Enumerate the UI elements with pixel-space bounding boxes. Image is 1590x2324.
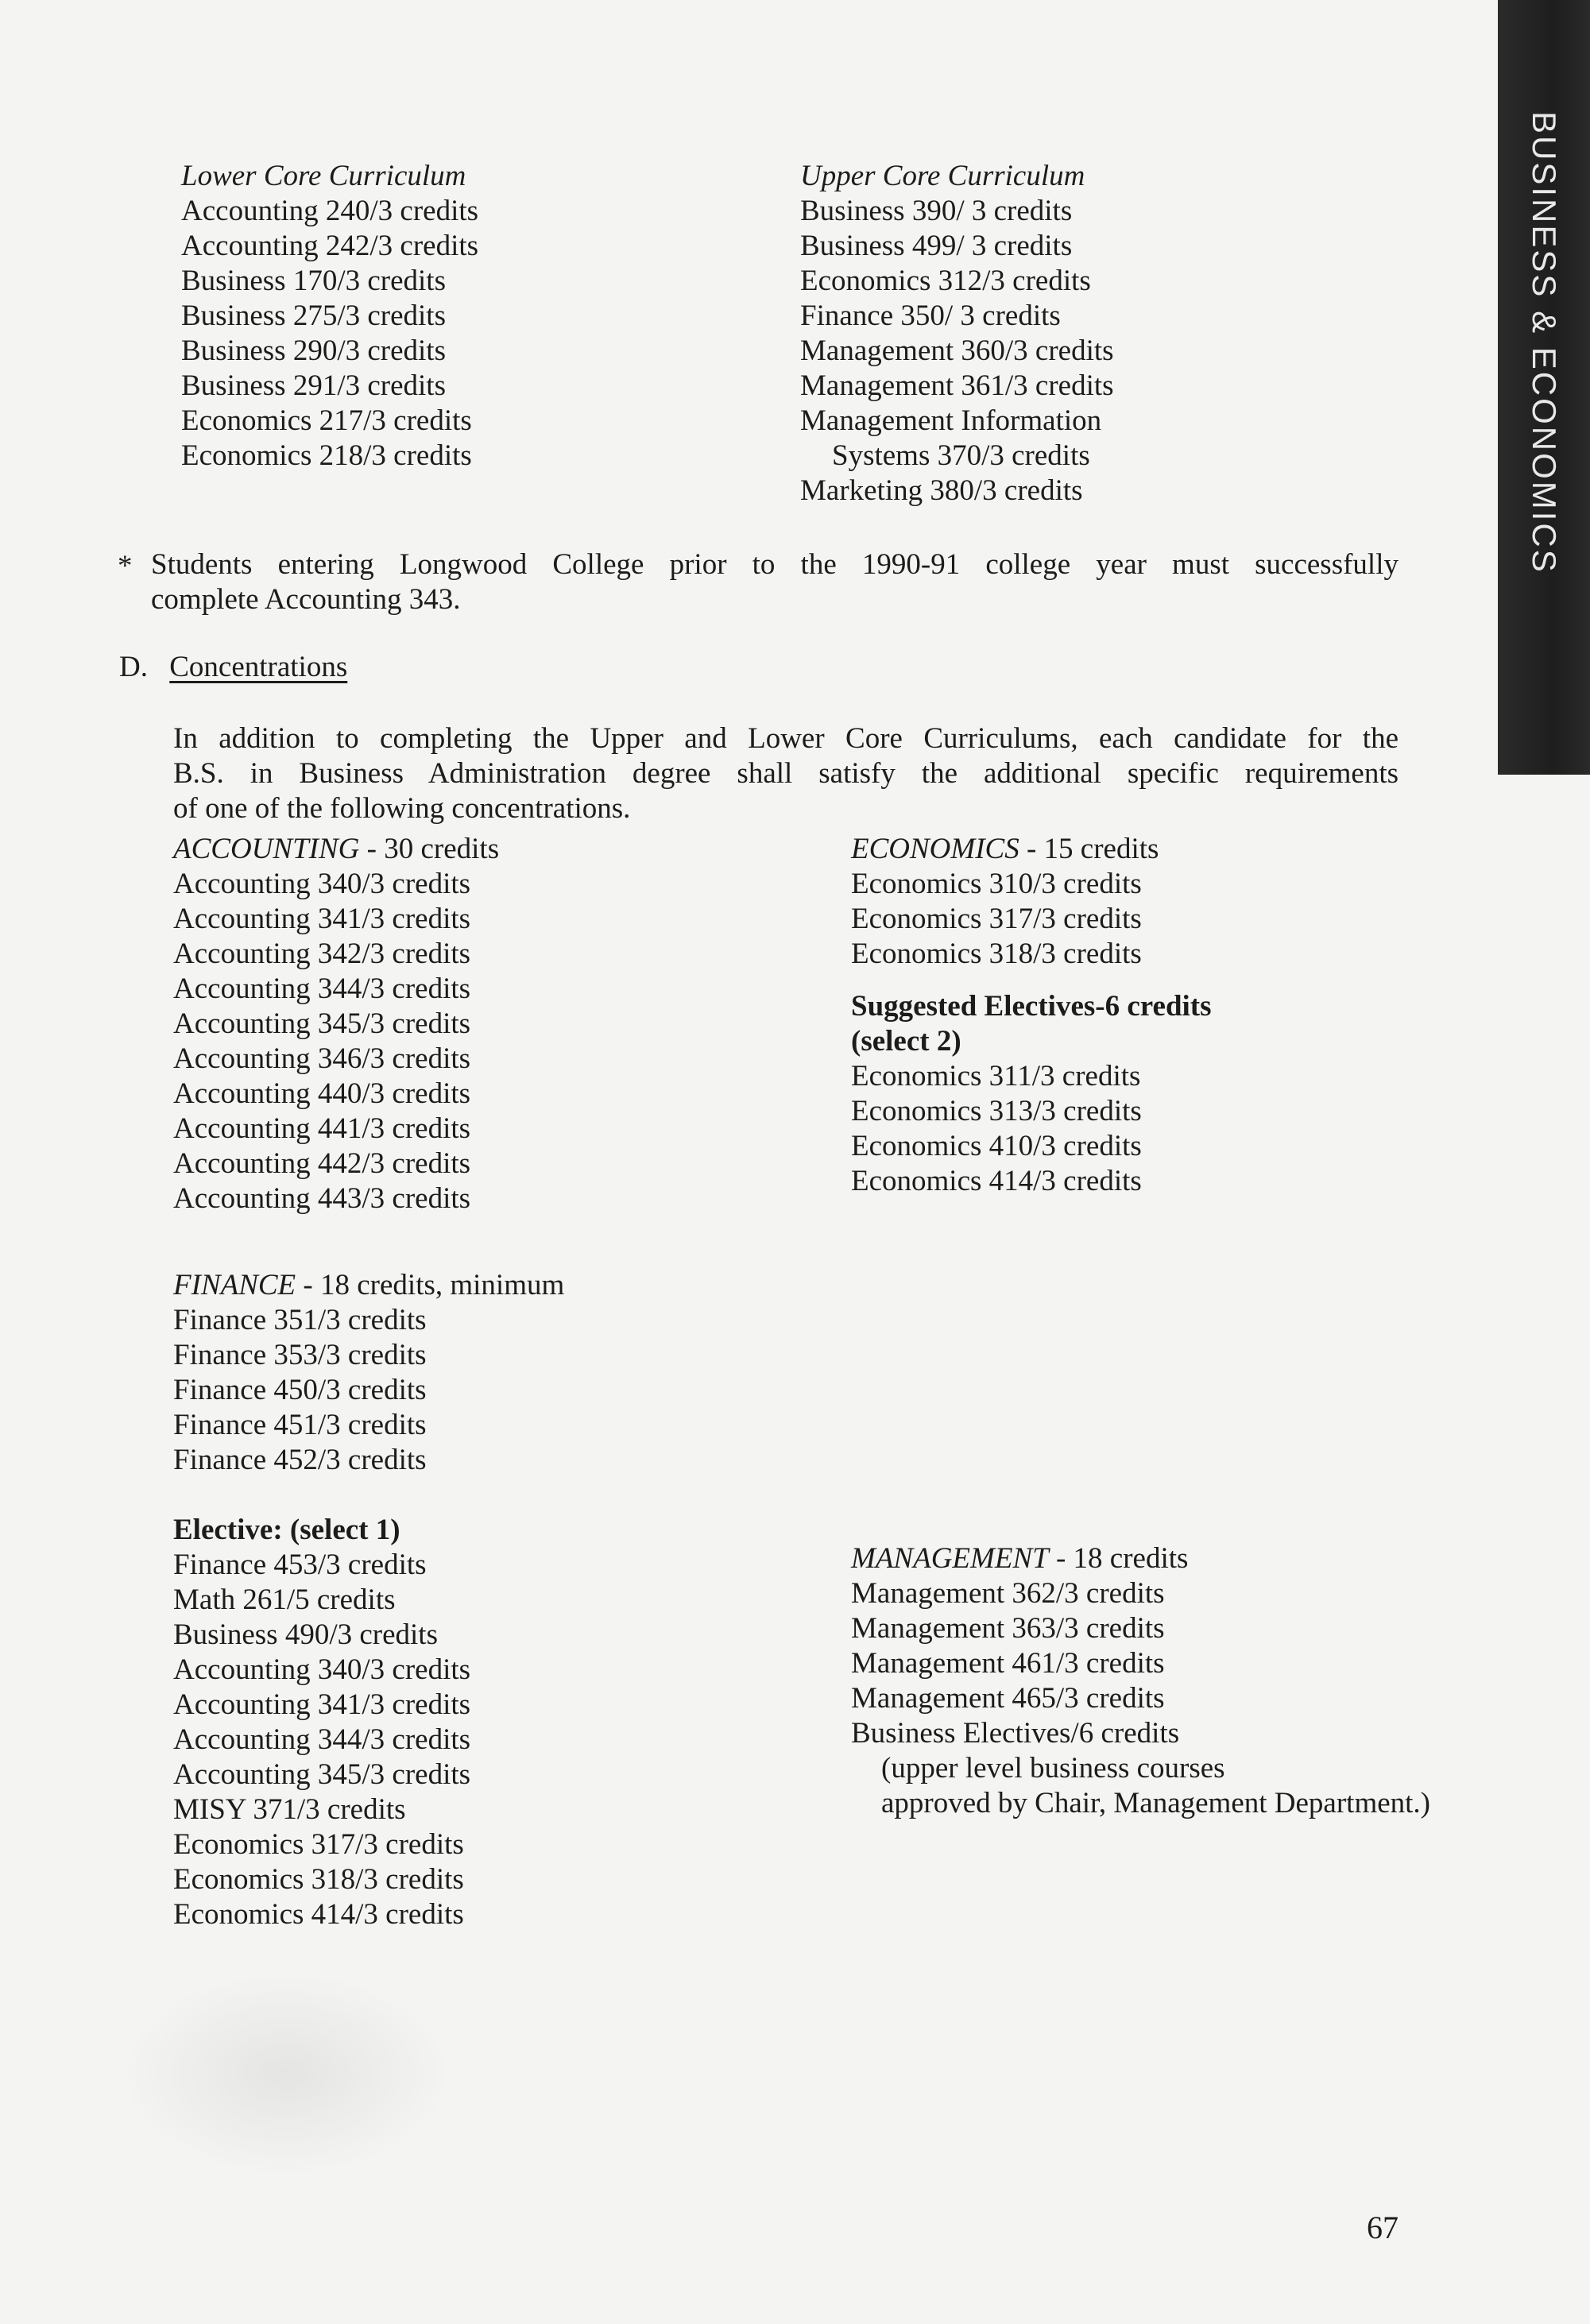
management-concentration xyxy=(851,1541,1430,1821)
list-item: Accounting 345/3 credits xyxy=(173,1758,471,1791)
concentration-heading xyxy=(173,832,499,867)
list-item: Management 360/3 credits xyxy=(800,334,1114,367)
footnote-mark: * xyxy=(118,550,133,582)
finance-electives xyxy=(173,1513,470,1932)
list-item: Accounting 440/3 credits xyxy=(173,1077,471,1110)
list-item: Economics 414/3 credits xyxy=(851,1165,1142,1197)
concentration-credits: - 30 credits xyxy=(359,833,500,865)
intro-line: B.S. in Business Administration degree shall satisfy the additional specific requirements xyxy=(173,757,1399,790)
list-item: Finance 452/3 credits xyxy=(173,1444,427,1476)
management-note: (upper level business courses xyxy=(881,1752,1225,1785)
list-item: Economics 318/3 credits xyxy=(173,1863,464,1896)
concentration-heading xyxy=(851,1541,1430,1576)
scan-smudge xyxy=(119,1970,453,2177)
list-item: Accounting 242/3 credits xyxy=(181,230,479,262)
list-item: Business 291/3 credits xyxy=(181,369,446,402)
concentration-credits: - 18 credits, minimum xyxy=(296,1269,565,1301)
list-item: Management 465/3 credits xyxy=(851,1682,1165,1715)
section-side-tab xyxy=(1498,0,1590,775)
list-item: Finance 451/3 credits xyxy=(173,1409,427,1441)
upper-core-heading: Upper Core Curriculum xyxy=(800,160,1085,192)
electives-heading: Elective: (select 1) xyxy=(173,1514,400,1546)
list-item: Math 261/5 credits xyxy=(173,1583,396,1616)
list-item: Economics 317/3 credits xyxy=(851,903,1142,935)
footnote-line: Students entering Longwood College prior to the 1990-91 college year must successfully xyxy=(151,548,1399,581)
intro-line: In addition to completing the Upper and Lower Core Curriculums, each candidate for the xyxy=(173,722,1399,755)
concentration-title: FINANCE xyxy=(173,1269,296,1301)
list-item: Economics 217/3 credits xyxy=(181,404,472,437)
list-item: Economics 310/3 credits xyxy=(851,868,1142,900)
economics-concentration xyxy=(851,832,1212,1199)
concentration-credits: - 15 credits xyxy=(1019,833,1159,865)
lower-core-list xyxy=(181,159,478,474)
list-item: MISY 371/3 credits xyxy=(173,1793,406,1826)
list-item: Business 499/ 3 credits xyxy=(800,230,1073,262)
list-item: Management 362/3 credits xyxy=(851,1577,1165,1610)
concentration-title: ECONOMICS xyxy=(851,833,1019,865)
list-item: Accounting 342/3 credits xyxy=(173,938,471,970)
list-item: Finance 353/3 credits xyxy=(173,1339,427,1371)
intro-line: of one of the following concentrations. xyxy=(173,792,631,825)
section-title: Concentrations xyxy=(169,651,348,683)
list-item: Finance 450/3 credits xyxy=(173,1374,427,1406)
list-item: Economics 410/3 credits xyxy=(851,1130,1142,1162)
finance-concentration xyxy=(173,1268,564,1478)
list-item: Economics 218/3 credits xyxy=(181,439,472,472)
electives-subheading: (select 2) xyxy=(851,1025,961,1058)
list-item: Economics 318/3 credits xyxy=(851,938,1142,970)
lower-core-heading: Lower Core Curriculum xyxy=(181,160,466,192)
list-item: Management Information xyxy=(800,404,1102,437)
electives-heading: Suggested Electives-6 credits xyxy=(851,990,1212,1023)
concentration-title: ACCOUNTING xyxy=(173,833,360,865)
list-item: Finance 350/ 3 credits xyxy=(800,300,1061,332)
list-item: Business 390/ 3 credits xyxy=(800,195,1073,227)
concentrations-intro xyxy=(173,721,1399,826)
side-tab-label: BUSINESS & ECONOMICS xyxy=(1526,111,1563,574)
list-item: Finance 351/3 credits xyxy=(173,1304,427,1336)
list-item: Accounting 341/3 credits xyxy=(173,1688,471,1721)
list-item: Accounting 344/3 credits xyxy=(173,973,471,1005)
list-item: Accounting 442/3 credits xyxy=(173,1147,471,1180)
list-item: Business 490/3 credits xyxy=(173,1618,438,1651)
accounting-concentration xyxy=(173,832,499,1216)
list-item: Business 275/3 credits xyxy=(181,300,446,332)
list-item: Marketing 380/3 credits xyxy=(800,474,1083,507)
list-item: Systems 370/3 credits xyxy=(832,439,1090,472)
footnote xyxy=(118,547,1399,617)
list-item: Management 363/3 credits xyxy=(851,1612,1165,1645)
list-item: Economics 317/3 credits xyxy=(173,1828,464,1861)
list-item: Business 170/3 credits xyxy=(181,265,446,297)
list-item: Accounting 443/3 credits xyxy=(173,1182,471,1215)
list-item: Business Electives/6 credits xyxy=(851,1717,1180,1750)
list-item: Management 461/3 credits xyxy=(851,1647,1165,1680)
list-item: Accounting 346/3 credits xyxy=(173,1042,471,1075)
list-item: Accounting 240/3 credits xyxy=(181,195,479,227)
section-d-heading xyxy=(119,650,347,685)
concentration-title: MANAGEMENT xyxy=(851,1542,1049,1575)
list-item: Economics 414/3 credits xyxy=(173,1898,464,1931)
list-item: Accounting 340/3 credits xyxy=(173,1653,471,1686)
list-item: Business 290/3 credits xyxy=(181,334,446,367)
list-item: Management 361/3 credits xyxy=(800,369,1114,402)
list-item: Accounting 345/3 credits xyxy=(173,1007,471,1040)
page-number: 67 xyxy=(1367,2210,1399,2245)
list-item: Economics 311/3 credits xyxy=(851,1060,1141,1092)
concentration-heading xyxy=(173,1268,564,1303)
list-item: Accounting 441/3 credits xyxy=(173,1112,471,1145)
list-item: Accounting 341/3 credits xyxy=(173,903,471,935)
section-letter: D. xyxy=(119,651,148,683)
list-item: Accounting 344/3 credits xyxy=(173,1723,471,1756)
list-item: Economics 312/3 credits xyxy=(800,265,1091,297)
footnote-line: complete Accounting 343. xyxy=(151,583,461,616)
concentration-heading xyxy=(851,832,1212,867)
list-item: Finance 453/3 credits xyxy=(173,1549,427,1581)
concentration-credits: - 18 credits xyxy=(1048,1542,1189,1575)
list-item: Economics 313/3 credits xyxy=(851,1095,1142,1127)
list-item: Accounting 340/3 credits xyxy=(173,868,471,900)
upper-core-list xyxy=(800,159,1114,508)
management-note: approved by Chair, Management Department.) xyxy=(881,1787,1431,1819)
